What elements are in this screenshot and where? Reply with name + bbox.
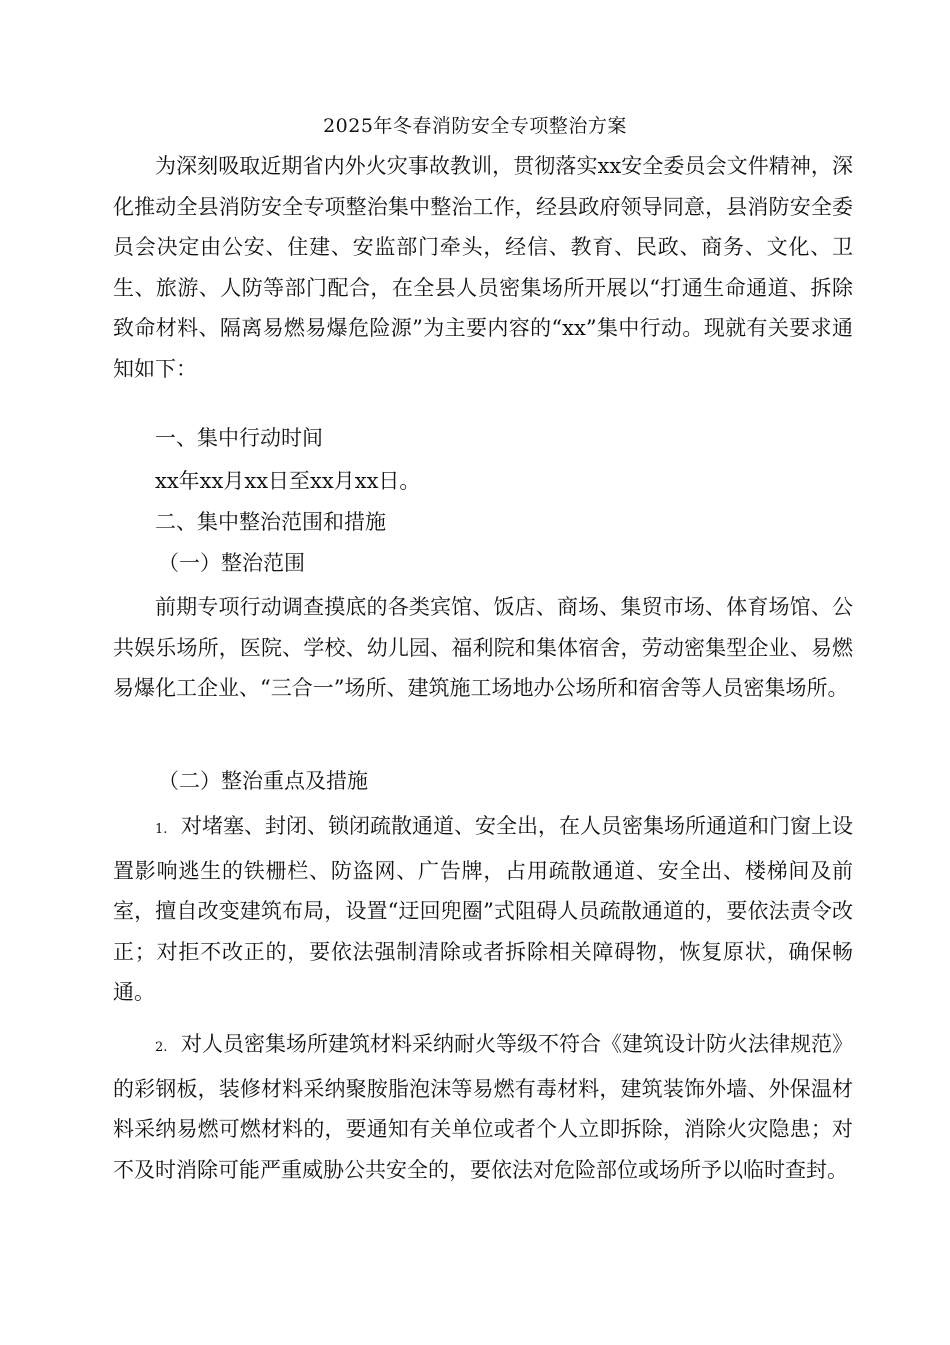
- section-1-heading: 一、集中行动时间: [155, 426, 323, 450]
- section-1-date: xx年xx月xx日至xx月xx日。: [155, 469, 421, 493]
- item-number: 1.: [155, 822, 168, 837]
- intro-paragraph: 为深刻吸取近期省内外火灾事故教训，贯彻落实xx安全委员会文件精神，深化推动全县消防安全专项整治集中整治工作，经县政府领导同意，县消防安全委员会决定由公安、住建、安监部门牵头，经信、教育、民政、商务、文化、卫生、旅游、人防等部门配合，在全县人员密集场所开展以“打通生命通道、拆除致命材料、隔离易燃易爆危险源”为主要内容的“xx”集中行动。现就有关要求通知如下：: [113, 154, 853, 381]
- subsection-2-heading: （二）整治重点及措施: [158, 769, 368, 793]
- measure-item-1: [113, 806, 853, 1013]
- document-title: 2025年冬春消防安全专项整治方案: [323, 115, 627, 137]
- section-2-heading: 二、集中整治范围和措施: [155, 510, 386, 534]
- subsection-1-paragraph: 前期专项行动调查摸底的各类宾馆、饭店、商场、集贸市场、体育场馆、公共娱乐场所，医院、学校、幼儿园、福利院和集体宿舍，劳动密集型企业、易燃易爆化工企业、“三合一”场所、建筑施工场地办公场所和宿舍等人员密集场所。: [113, 595, 853, 700]
- measure-item-2: [113, 1024, 853, 1190]
- item-text: 对堵塞、封闭、锁闭疏散通道、安全出，在人员密集场所通道和门窗上设置影响逃生的铁栅栏、防盗网、广告牌，占用疏散通道、安全出、楼梯间及前室，擅自改变建筑布局，设置“迂回兜圈”式阻碍人员疏散通道的，要依法责令改正；对拒不改正的，要依法强制清除或者拆除相关障碍物，恢复原状，确保畅通。: [113, 814, 853, 1004]
- item-number: 2.: [155, 1040, 168, 1055]
- item-text: 对人员密集场所建筑材料采纳耐火等级不符合《建筑设计防火法律规范》的彩钢板，装修材料采纳聚胺脂泡沫等易燃有毒材料，建筑装饰外墙、外保温材料采纳易燃可燃材料的，要通知有关单位或者个人立即拆除，消除火灾隐患；对不及时消除可能严重威胁公共安全的，要依法对危险部位或场所予以临时查封。: [113, 1032, 853, 1182]
- subsection-1-heading: （一）整治范围: [158, 551, 305, 575]
